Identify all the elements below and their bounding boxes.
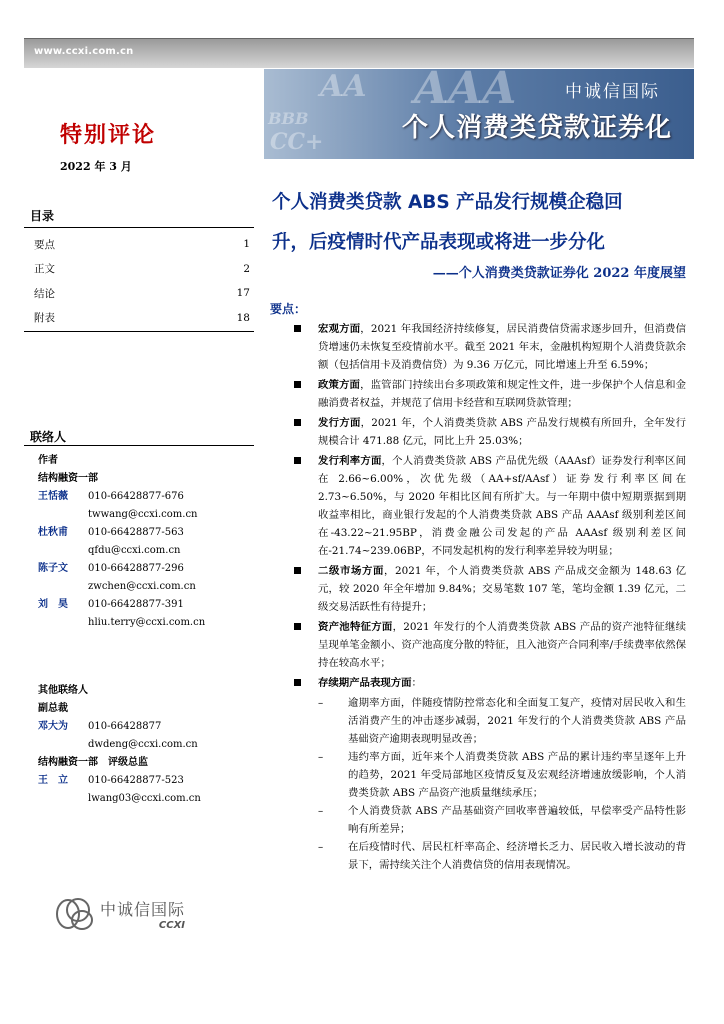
toc-item[interactable] <box>24 306 254 331</box>
contact-email[interactable]: hliu.terry@ccxi.com.cn <box>88 617 206 628</box>
toc-item-page: 17 <box>236 287 250 300</box>
toc-item-page: 1 <box>243 238 250 251</box>
contacts-title: 联络人 <box>30 430 67 444</box>
main-title-line1: 个人消费类贷款 ABS 产品发行规模企稳回 <box>272 192 623 213</box>
subtitle: ——个人消费类贷款证券化 2022 年度展望 <box>432 266 686 281</box>
sub-point-text: 个人消费贷款 ABS 产品基础资产回收率普遍较低，早偿率受产品特性影响有所差异； <box>348 805 686 835</box>
special-review-label: 特别评论 <box>60 123 157 148</box>
toc-title: 目录 <box>30 209 55 223</box>
keypoint-head: 发行利率方面 <box>318 455 382 467</box>
keypoint-item <box>294 452 686 560</box>
main-title <box>272 183 692 263</box>
sub-point-item <box>294 802 686 838</box>
keypoints-label: 要点： <box>270 302 307 316</box>
keypoint-item <box>294 414 686 450</box>
dash-icon: – <box>318 751 324 763</box>
authors-label: 作者 <box>38 455 58 466</box>
keypoint-text: ，2021 年发行的个人消费类贷款 ABS 产品的资产池特征继续呈现单笔金额小、资产池高度分散的特征，且入池资产合同利率/手续费率依然保持在较高水平； <box>318 621 687 669</box>
bullet-square-icon <box>294 381 301 388</box>
banner-brand: 中诚信国际 <box>565 82 660 102</box>
dash-icon: – <box>318 697 324 709</box>
other-contacts-label: 其他联络人 <box>38 685 88 696</box>
banner-ghost-aaa: AAA <box>414 69 517 114</box>
keypoint-item <box>294 376 686 412</box>
keypoint-head: 宏观方面 <box>318 323 361 335</box>
banner <box>264 69 694 159</box>
sub-point-item <box>294 838 686 874</box>
contact-phone: 010-66428877 <box>88 721 162 732</box>
keypoint-text: ，2021 年，个人消费类贷款 ABS 产品发行规模有所回升，全年发行规模合计 471.88 亿元，同比上升 25.03%； <box>318 417 687 447</box>
director-label: 结构融资一部 评级总监 <box>38 757 148 768</box>
sub-point-item <box>294 748 686 802</box>
toc-bottom-divider <box>24 331 254 332</box>
contact-row <box>38 772 258 790</box>
keypoint-head: 发行方面 <box>318 417 361 429</box>
bullet-square-icon <box>294 419 301 426</box>
keypoint-item <box>294 618 686 672</box>
toc-divider <box>24 227 254 228</box>
contact-email[interactable]: zwchen@ccxi.com.cn <box>88 581 196 592</box>
sub-point-text: 违约率方面，近年来个人消费类贷款 ABS 产品的累计违约率呈逐年上升的趋势，2021 年受局部地区疫情反复及宏观经济增速放缓影响，个人消费类贷款 ABS 产品资产池质量继续承压； <box>348 751 686 799</box>
contact-phone: 010-66428877-676 <box>88 491 184 502</box>
table-of-contents <box>24 232 254 330</box>
logo-text-en: CCXI <box>158 920 186 931</box>
contact-phone: 010-66428877-296 <box>88 563 184 574</box>
keypoint-head: 存续期产品表现方面 <box>318 677 412 689</box>
keypoint-text: ，2021 年，个人消费类贷款 ABS 产品成交金额为 148.63 亿元，较 2020 年全年增加 9.84%；交易笔数 107 笔，笔均金额 1.39 亿元，二级交易活跃性有待提升； <box>318 565 686 613</box>
contact-row <box>38 596 258 614</box>
contact-row <box>38 560 258 578</box>
keypoint-text: ，2021 年我国经济持续修复，居民消费信贷需求逐步回升，但消费信贷增速仍未恢复至疫情前水平。截至 2021 年末，金融机构短期个人消费贷款余额（包括信用卡及消费信贷）为 9.36 万亿元，同比增速上升至 6.59%； <box>318 323 686 371</box>
contacts-list <box>38 452 258 808</box>
contact-email[interactable]: dwdeng@ccxi.com.cn <box>88 739 198 750</box>
contact-row <box>38 488 258 506</box>
keypoint-text: ，监管部门持续出台多项政策和规定性文件，进一步保护个人信息和金融消费者权益，并规范了信用卡经营和互联网贷款管理； <box>318 379 687 409</box>
contact-name: 杜秋甫 <box>38 527 68 538</box>
contact-phone: 010-66428877-563 <box>88 527 184 538</box>
keypoints-list <box>294 320 686 874</box>
keypoint-head: 二级市场方面 <box>318 565 384 577</box>
dash-icon: – <box>318 805 324 817</box>
bullet-square-icon <box>294 679 301 686</box>
toc-item[interactable] <box>24 281 254 306</box>
dash-icon: – <box>318 841 324 853</box>
keypoint-item <box>294 674 686 692</box>
bullet-square-icon <box>294 457 301 464</box>
bullet-square-icon <box>294 623 301 630</box>
sub-point-text: 逾期率方面，伴随疫情防控常态化和全面复工复产，疫情对居民收入和生活消费产生的冲击逐步减弱，2021 年发行的个人消费类贷款 ABS 产品基础资产逾期表现明显改善； <box>348 697 686 745</box>
toc-item-label: 要点 <box>34 238 55 251</box>
logo-text-cn: 中诚信国际 <box>100 900 186 919</box>
ccxi-logo <box>54 896 185 932</box>
keypoint-text: ： <box>411 677 422 689</box>
contact-email[interactable]: qfdu@ccxi.com.cn <box>88 545 181 556</box>
contacts-divider <box>24 445 254 446</box>
main-title-line2: 升，后疫情时代产品表现或将进一步分化 <box>272 232 606 253</box>
toc-item-label: 附表 <box>34 312 55 325</box>
banner-title: 个人消费类贷款证券化 <box>401 113 672 143</box>
dept-label: 结构融资一部 <box>38 473 98 484</box>
toc-item-page: 2 <box>243 262 250 275</box>
banner-ghost-aa: AA <box>320 69 367 104</box>
keypoint-item <box>294 562 686 616</box>
contact-name: 刘 昊 <box>38 599 68 610</box>
contact-email[interactable]: lwang03@ccxi.com.cn <box>88 793 201 804</box>
keypoint-head: 政策方面 <box>318 379 361 391</box>
keypoint-head: 资产池特征方面 <box>318 621 393 633</box>
site-url[interactable]: www.ccxi.com.cn <box>34 46 134 57</box>
contact-name: 王恬薇 <box>38 491 68 502</box>
keypoint-text: ，个人消费类贷款 ABS 产品优先级（AAAsf）证券发行利率区间在 2.66~6.00%，次优先级（AA+sf/AAsf）证券发行利率区间在 2.73~6.50%，与 2020 年相比区间有所扩大。与一年期中债中短期票据到期收益率相比，商业银行发起的个人消费类贷款 ABS 产品 AAAsf 级别利差区间在-43.22~21.95BP，消费金融公司发起的产品 AAAsf 级别利差区间在-21.74~239.06BP，不同发起机构的发行利率差异较为明显； <box>318 455 686 557</box>
toc-item[interactable] <box>24 232 254 257</box>
contact-name: 陈子文 <box>38 563 68 574</box>
contact-name: 王 立 <box>38 775 68 786</box>
bullet-square-icon <box>294 567 301 574</box>
keypoint-item <box>294 320 686 374</box>
toc-item-label: 结论 <box>34 287 55 300</box>
banner-ghost-cc: CC+ <box>270 129 324 155</box>
contact-row <box>38 718 258 736</box>
bullet-square-icon <box>294 325 301 332</box>
toc-item[interactable] <box>24 257 254 282</box>
vp-label: 副总裁 <box>38 703 68 714</box>
header-bar <box>24 38 694 68</box>
banner-ghost-bbb: BBB <box>268 109 309 128</box>
toc-item-label: 正文 <box>34 263 55 276</box>
contact-phone: 010-66428877-391 <box>88 599 184 610</box>
spacer <box>38 632 258 682</box>
toc-item-page: 18 <box>236 311 250 324</box>
contact-email[interactable]: twwang@ccxi.com.cn <box>88 509 198 520</box>
contact-row <box>38 524 258 542</box>
sub-point-item <box>294 694 686 748</box>
ccxi-logo-icon <box>54 896 96 932</box>
sub-point-text: 在后疫情时代、居民杠杆率高企、经济增长乏力、居民收入增长波动的背景下，需持续关注个人消费信贷的信用表现情况。 <box>348 841 686 871</box>
contact-phone: 010-66428877-523 <box>88 775 184 786</box>
report-date: 2022 年 3 月 <box>60 160 132 173</box>
contact-name: 邓大为 <box>38 721 68 732</box>
